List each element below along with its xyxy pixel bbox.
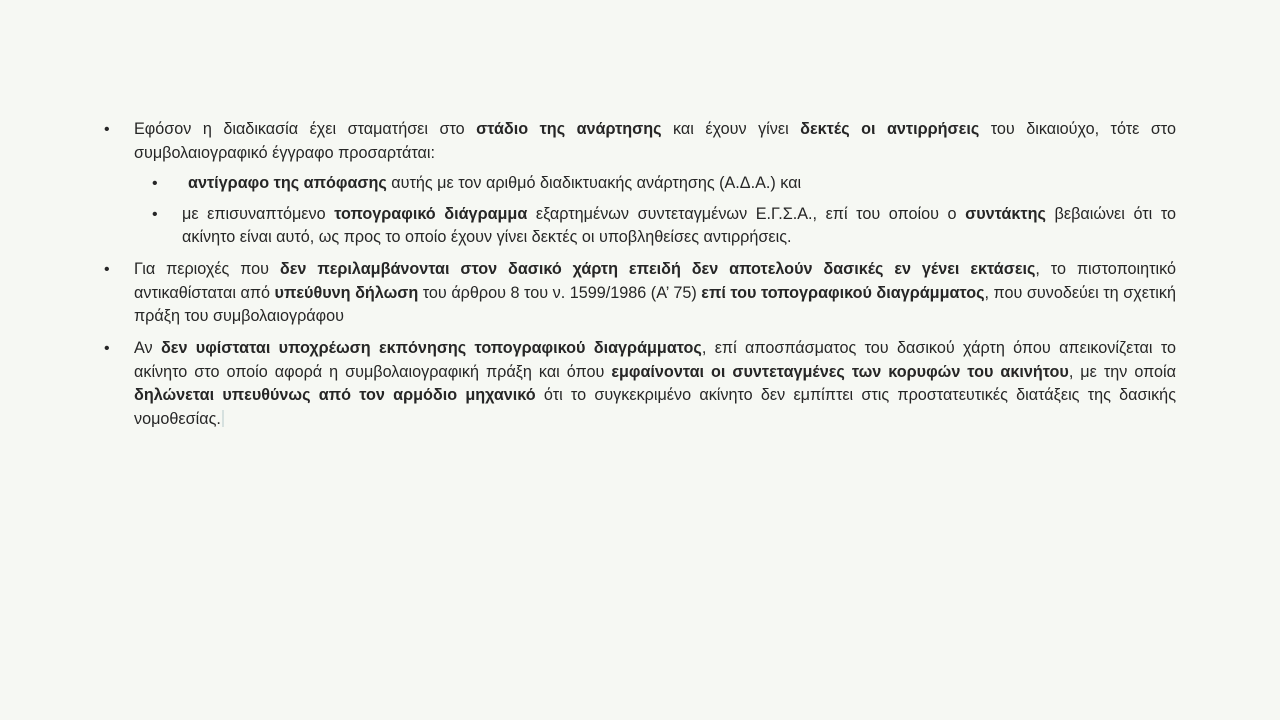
text-run: βεβαιώνει ότι το ακίνητο είναι αυτό, ως προς το οποίο έχουν γίνει δεκτές οι υποβληθείσες αντιρρήσεις. [182, 204, 1177, 246]
text-run: Για περιοχές που [134, 260, 280, 278]
bold-text-run: εμφαίνονται οι συντεταγμένες των κορυφών του ακινήτου [611, 362, 1069, 381]
text-run: , με την οποία [1068, 362, 1176, 381]
bold-text-run: δεν υφίσταται υποχρέωση εκπόνησης τοπογραφικού διαγράμματος [160, 339, 702, 357]
text-run: του δικαιούχο, τότε στο συμβολαιογραφικό έγγραφο προσαρτάται: [134, 120, 1176, 162]
sub-bullet-item [104, 203, 1176, 250]
bullet-marker: • [104, 261, 110, 278]
bullet-item [104, 337, 1176, 431]
bullet-marker: • [152, 205, 158, 223]
bold-text-run: υπεύθυνη δήλωση [274, 283, 419, 302]
bold-text-run: δεκτές οι αντιρρήσεις [800, 120, 980, 138]
bold-text-run: τοπογραφικό διάγραμμα [334, 204, 528, 223]
text-run: , επί αποσπάσματος του δασικού χάρτη όπου απεικονίζεται το ακίνητο στο οποίο αφορά η συμβολαιογραφική πράξη και όπου [134, 339, 1176, 381]
slide-body [104, 118, 1176, 431]
text-run: αυτής με τον αριθμό διαδικτυακής ανάρτησης (Α.Δ.Α.) και [386, 174, 802, 192]
bullet-marker: • [104, 121, 110, 138]
bold-text-run: δηλώνεται υπευθύνως από τον αρμόδιο μηχανικό [134, 386, 536, 404]
bold-text-run: αντίγραφο της απόφασης [188, 174, 387, 192]
text-run: . [216, 409, 221, 428]
text-run: , το πιστοποιητικό αντικαθίσταται από [134, 260, 1176, 302]
text-run: του άρθρου 8 του ν. 1599/1986 (Α’ 75) [418, 283, 702, 302]
bold-text-run: επί του τοπογραφικού διαγράμματος [701, 283, 985, 302]
text-run: Εφόσον η διαδικασία έχει σταματήσει στο [134, 120, 477, 138]
bullet-item [104, 258, 1176, 329]
text-run: με επισυναπτόμενο [182, 204, 335, 223]
text-run: Αν [134, 339, 161, 357]
bullet-marker: • [152, 175, 158, 192]
text-run: , που συνοδεύει τη σχετική πράξη του συμβολαιογράφου [134, 283, 1176, 325]
bold-text-run: δεν περιλαμβάνονται στον δασικό χάρτη επειδή δεν αποτελούν δασικές εν γένει εκτάσεις [279, 260, 1036, 278]
sub-bullet-item [104, 172, 1176, 196]
bullet-marker: • [104, 340, 110, 357]
text-run: εξαρτημένων συντεταγμένων Ε.Γ.Σ.Α., επί του οποίου ο [527, 204, 966, 223]
bold-text-run: συντάκτης [965, 204, 1046, 223]
bullet-item [104, 118, 1176, 165]
text-run: και έχουν γίνει [661, 120, 801, 138]
text-run: ότι το συγκεκριμένο ακίνητο δεν εμπίπτει στις προστατευτικές διατάξεις της δασικής νομοθεσίας [134, 386, 1176, 428]
bold-text-run: στάδιο της ανάρτησης [476, 120, 662, 138]
text-cursor [222, 410, 224, 427]
